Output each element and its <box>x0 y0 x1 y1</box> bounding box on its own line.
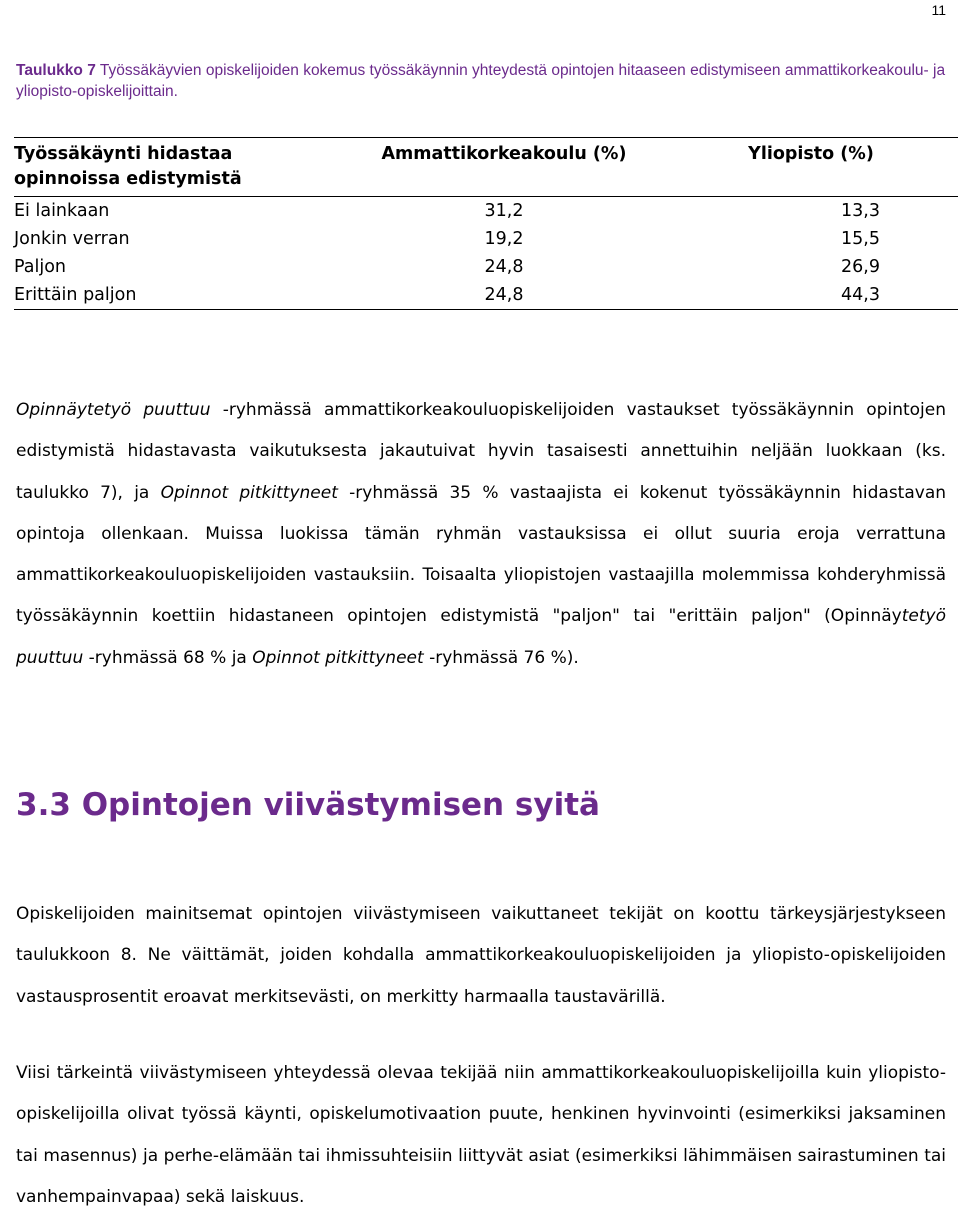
paragraph-top-five: Viisi tärkeintä viivästymiseen yhteydessä olevaa tekijää niin ammattikorkeakouluopiskelijoilla kuin yliopisto-opiskelijoilla olivat työssä käynti, opiskelumotivaation puute, henkinen hyvinvointi (esimerkiksi jaksaminen tai masennus) ja perhe-elämään tai ihmissuhteisiin liittyvät asiat (esimerkiksi lähimmäisen sairastuminen tai vanhempainvapaa) sekä laiskuus. <box>16 1063 946 1207</box>
row-yo-value: 26,9 <box>841 257 880 277</box>
table-row <box>14 225 958 253</box>
row-label: Paljon <box>14 257 67 277</box>
row-yo-value: 44,3 <box>841 285 880 305</box>
page-number: 11 <box>931 2 946 18</box>
paragraph-factors-intro: Opiskelijoiden mainitsemat opintojen viivästymiseen vaikuttaneet tekijät on koottu tärkeysjärjestykseen taulukkoon 8. Ne väittämät, joiden kohdalla ammattikorkeakouluopiskelijoiden ja yliopisto-opiskelijoiden vastausprosentit eroavat merkitsevästi, on merkitty harmaalla taustavärillä. <box>16 904 946 1007</box>
header-category-line1: Työssäkäynti hidastaa <box>14 144 233 164</box>
row-amk-value: 24,8 <box>484 285 524 305</box>
table-row <box>14 253 958 281</box>
paragraph-results-text-2: -ryhmässä 35 % vastaajista ei kokenut työssäkäynnin hidastavan opintoja ollenkaan. Muissa luokissa tämän ryhmän vastauksissa ei ollut suuria eroja verrattuna ammattikorkeakouluopiskelijoiden vastauksiin. Toisaalta yliopistojen vastaajilla molemmissa kohderyhmissä työssäkäynnin koettiin hidastaneen opintojen edistymistä "paljon" tai "erittäin paljon" (Opinnäy <box>16 482 947 627</box>
group-name-prolonged: Opinnot pitkittyneet <box>160 482 338 503</box>
table-row <box>14 197 958 226</box>
paragraph-results-text-3: -ryhmässä 68 % ja <box>83 647 253 668</box>
results-table-container <box>14 137 958 310</box>
table-header-row <box>14 138 958 197</box>
header-category <box>14 138 344 197</box>
row-amk-value: 19,2 <box>484 229 524 249</box>
caption-text: Työssäkäyvien opiskelijoiden kokemus työssäkäynnin yhteydestä opintojen hitaaseen edistymiseen ammattikorkeakoulu- ja yliopisto-opiskelijoittain. <box>16 62 946 100</box>
row-label: Ei lainkaan <box>14 201 110 221</box>
row-amk-value: 24,8 <box>484 257 524 277</box>
row-label: Jonkin verran <box>14 229 130 249</box>
caption-label: Taulukko 7 <box>16 62 96 79</box>
results-table <box>14 137 958 310</box>
header-category-line2: opinnoissa edistymistä <box>14 169 242 189</box>
row-yo-value: 15,5 <box>841 229 880 249</box>
row-label: Erittäin paljon <box>14 285 137 305</box>
section-heading: 3.3 Opintojen viivästymisen syitä <box>16 787 600 823</box>
group-name-thesis-missing-2: tetyö puuttuu <box>16 606 946 668</box>
header-yliopisto: Yliopisto (%) <box>748 144 874 164</box>
paragraph-results-text-4: -ryhmässä 76 %). <box>423 647 579 668</box>
group-name-prolonged-2: Opinnot pitkittyneet <box>252 647 424 668</box>
row-amk-value: 31,2 <box>484 201 524 221</box>
table-caption <box>16 60 946 102</box>
row-yo-value: 13,3 <box>841 201 880 221</box>
paragraph-results <box>16 390 946 679</box>
paragraph-results-text-1: -ryhmässä ammattikorkeakouluopiskelijoiden vastaukset työssäkäynnin opintojen edistymistä hidastavasta vaikutuksesta jakautuivat hyvin tasaisesti annettuihin neljään luokkaan (ks. taulukko 7), ja <box>16 400 946 503</box>
group-name-thesis-missing: Opinnäytetyö puuttuu <box>16 400 211 420</box>
header-amk: Ammattikorkeakoulu (%) <box>381 144 627 164</box>
table-row <box>14 281 958 310</box>
